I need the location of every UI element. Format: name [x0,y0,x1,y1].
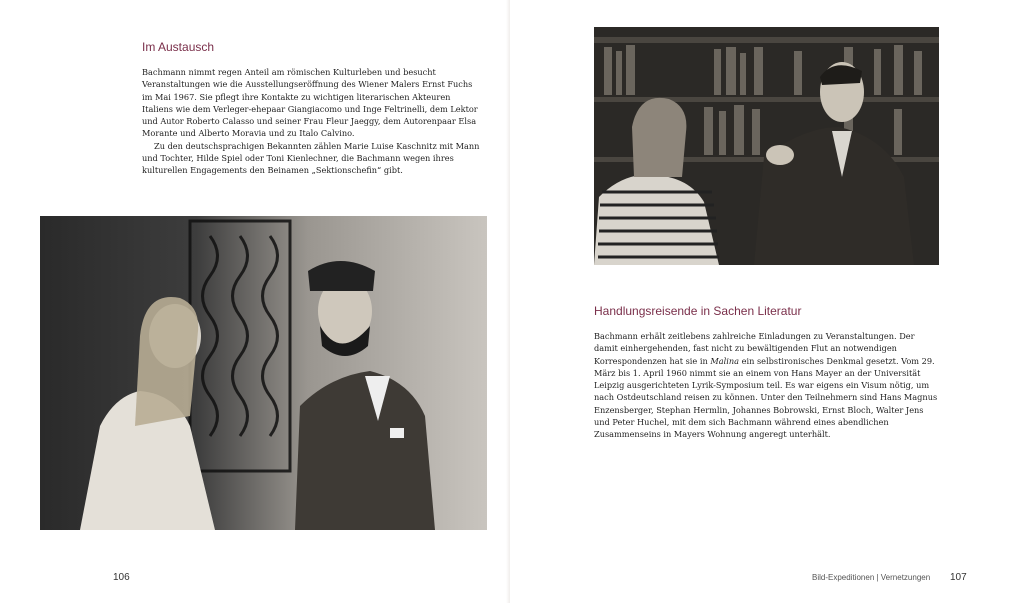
running-head: Bild-Expeditionen | Vernetzungen [812,573,931,582]
paragraph-text: ein selbstironisches Denkmal gesetzt. Vom 29. März bis 1. April 1960 nimmt sie an einem von Hans Mayer an der Universität Leipzig ausgerichteten Lyrik-Symposium teil. Es war eigens ein Visum nötig, um nach Ostdeutschland reisen zu können. Unter den Teilnehmern sind Hans Magnus Enzensberger, Stephan Hermlin, Johannes Bobrowski, Ernst Bloch, Walter Jens und Peter Huchel, mit dem sich Bachmann während eines abendlichen Zusammenseins in Mayers Wohnung angeregt unterhält. [594,355,938,440]
photograph-woman-and-man-at-bookshelves-icon [594,27,939,265]
right-page [510,0,1020,603]
page-number-left: 106 [113,572,130,583]
paragraph: Bachmann nimmt regen Anteil am römischen Kulturleben und besucht Veranstaltungen wie die Ausstellungseröffnung des Wiener Malers Ernst Fuchs im Mai 1967. Sie pflegt ihre Kontakte zu wichtigen literarischen Akteuren Italiens wie dem Verleger-ehepaar Giangiacomo und Inge Feltrinelli, dem Lektor und Autor Roberto Calasso und seiner Frau Fleur Jaeggy, dem Autorenpaar Elsa Morante und Alberto Moravia und zu Italo Calvino. [142,67,478,139]
book-title-malina: Malina [710,355,740,366]
photograph-woman-and-bearded-man-icon [40,216,487,530]
left-body-text [142,66,482,177]
paragraph [594,330,940,441]
section-heading-im-austausch: Im Austausch [142,40,215,54]
page-number-right: 107 [950,572,967,583]
paragraph: Zu den deutschsprachigen Bekannten zählen Marie Luise Kaschnitz mit Mann und Tochter, Hilde Spiel oder Toni Kienlechner, die Bachmann wegen ihres kulturellen Engagements den Beinamen „Sektionschefin“ gibt. [142,140,480,176]
photo-bachmann-and-huchel [594,27,939,265]
paragraph-text: Bachmann erhält zeitlebens zahlreiche Einladungen zu Veranstaltungen. Der damit einhergehenden, fast nicht zu bewältigenden Flut an notwendigen Korrespondenzen hat sie in [594,331,915,366]
right-body-text [594,330,940,441]
section-heading-handlungsreisende: Handlungsreisende in Sachen Literatur [594,304,802,318]
photo-ernst-fuchs-opening [40,216,487,530]
